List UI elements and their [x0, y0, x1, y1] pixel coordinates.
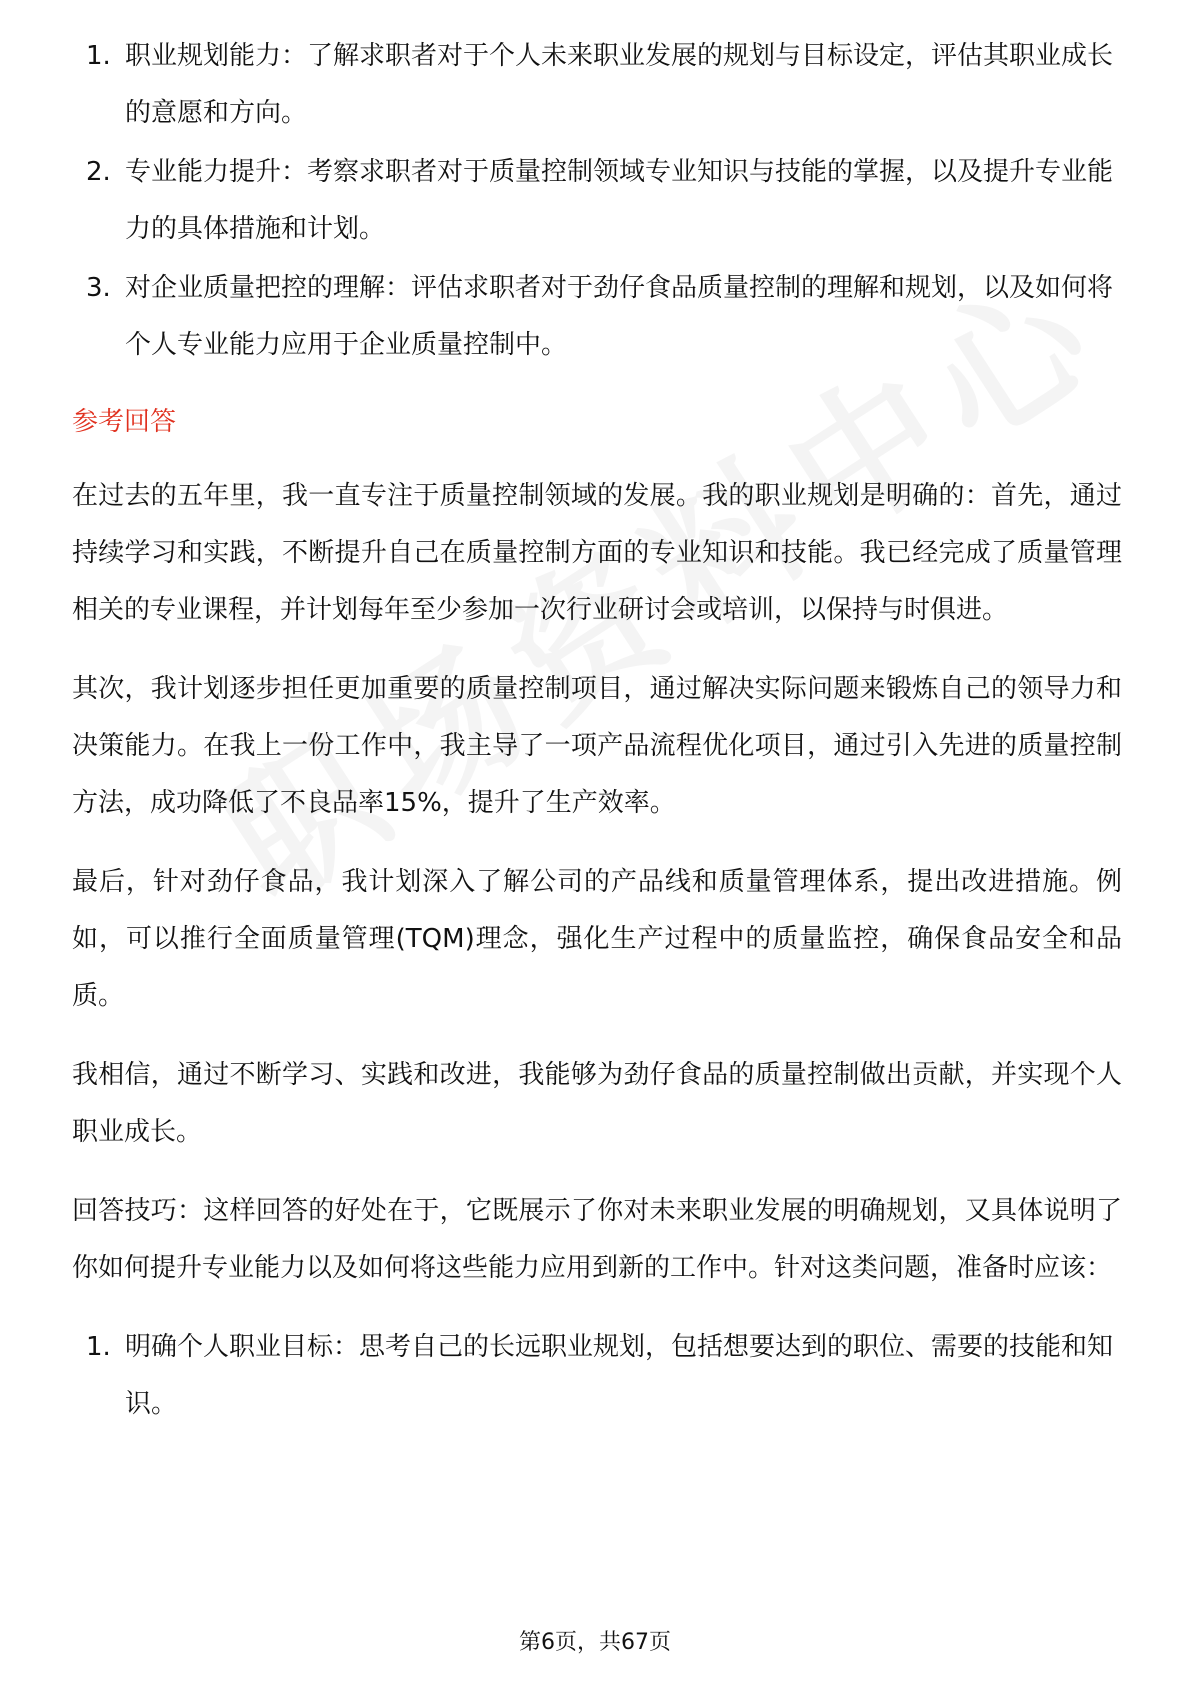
list-item: [72, 1319, 1122, 1433]
list-item-number: 1.: [86, 41, 111, 71]
list-item-number: 3.: [86, 273, 111, 303]
list-item-number: 2.: [86, 157, 111, 187]
list-item: [72, 144, 1122, 258]
list-item-number: 1.: [86, 1332, 111, 1362]
answer-paragraph: 我相信，通过不断学习、实践和改进，我能够为劲仔食品的质量控制做出贡献，并实现个人职业成长。: [72, 1060, 1122, 1147]
list-item: [72, 28, 1122, 142]
page-number-footer: 第6页，共67页: [519, 1630, 671, 1655]
answer-paragraph: 其次，我计划逐步担任更加重要的质量控制项目，通过解决实际问题来锻炼自己的领导力和决策能力。在我上一份工作中，我主导了一项产品流程优化项目，通过引入先进的质量控制方法，成功降低了不良品率15%，提升了生产效率。: [72, 674, 1122, 818]
answer-paragraph: 最后，针对劲仔食品，我计划深入了解公司的产品线和质量管理体系，提出改进措施。例如，可以推行全面质量管理(TQM)理念，强化生产过程中的质量监控，确保食品安全和品质。: [72, 867, 1122, 1011]
list-item-text: 职业规划能力：了解求职者对于个人未来职业发展的规划与目标设定，评估其职业成长的意愿和方向。: [125, 41, 1114, 128]
section-title-reference-answer: 参考回答: [72, 407, 177, 437]
list-item-text: 明确个人职业目标：思考自己的长远职业规划，包括想要达到的职位、需要的技能和知识。: [125, 1332, 1114, 1419]
page-content: [72, 28, 1122, 1435]
list-item: [72, 260, 1122, 374]
answer-tips-paragraph: 回答技巧：这样回答的好处在于，它既展示了你对未来职业发展的明确规划，又具体说明了你如何提升专业能力以及如何将这些能力应用到新的工作中。针对这类问题，准备时应该：: [72, 1196, 1122, 1283]
tips-list: [72, 1319, 1122, 1433]
list-item-text: 对企业质量把控的理解：评估求职者对于劲仔食品质量控制的理解和规划，以及如何将个人专业能力应用于企业质量控制中。: [125, 273, 1114, 360]
list-item-text: 专业能力提升：考察求职者对于质量控制领域专业知识与技能的掌握，以及提升专业能力的具体措施和计划。: [125, 157, 1114, 244]
answer-paragraph: 在过去的五年里，我一直专注于质量控制领域的发展。我的职业规划是明确的：首先，通过持续学习和实践，不断提升自己在质量控制方面的专业知识和技能。我已经完成了质量管理相关的专业课程，并计划每年至少参加一次行业研讨会或培训，以保持与时俱进。: [72, 481, 1122, 625]
evaluation-points-list: [72, 28, 1122, 374]
